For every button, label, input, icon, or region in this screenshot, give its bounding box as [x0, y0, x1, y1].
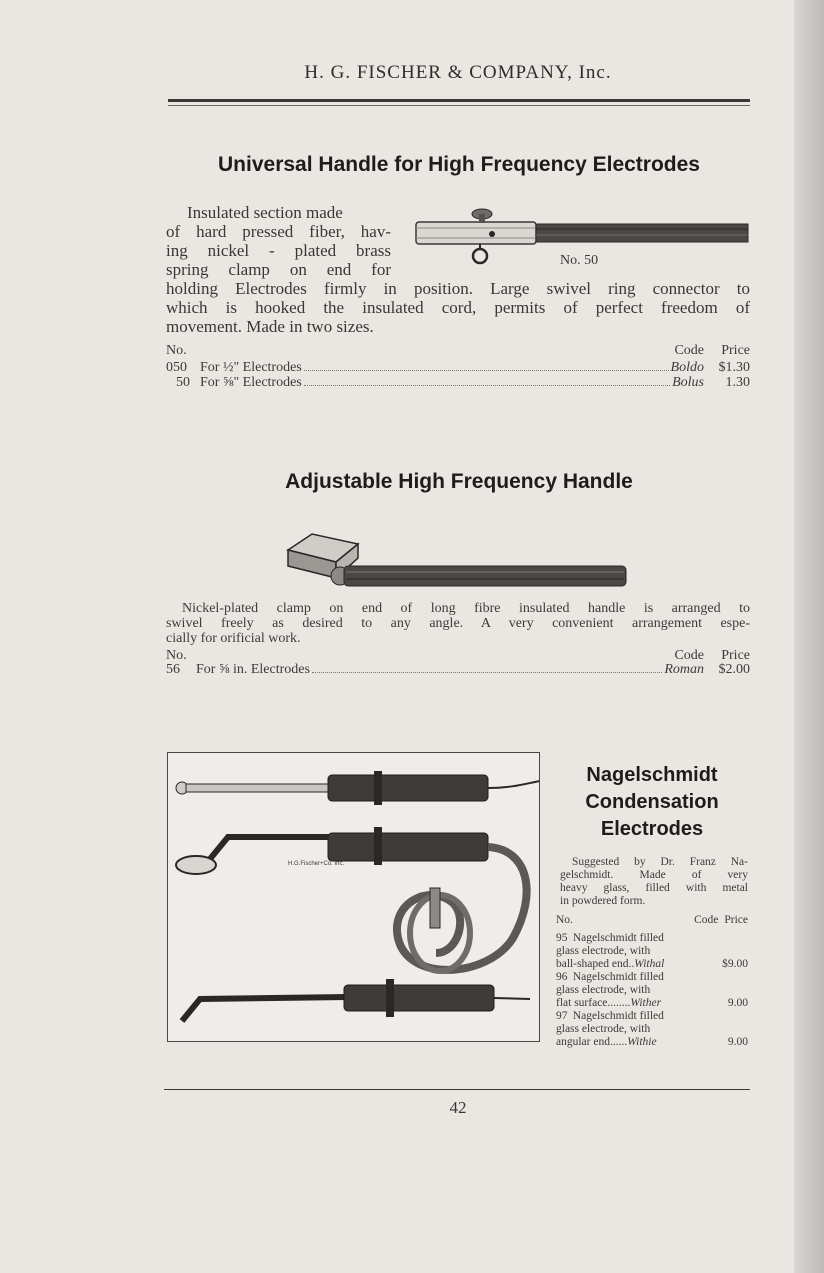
col-price: Price	[721, 343, 750, 358]
page-number: 42	[449, 1098, 467, 1117]
item-code: Roman	[664, 662, 704, 677]
adjustable-handle-illustration	[282, 522, 632, 594]
intro-line-2: of hard pressed fiber, hav-	[166, 222, 391, 241]
price-row	[166, 375, 750, 391]
item-line: Nagelschmidt filled	[572, 932, 664, 944]
item-line: glass electrode, with	[556, 1023, 651, 1035]
item-line: ball-shaped end..	[556, 958, 635, 970]
intro-line-3: ing nickel - plated brass	[166, 241, 391, 260]
nagelschmidt-title	[566, 762, 738, 843]
figure-label-no-50: No. 50	[560, 253, 599, 268]
nagelschmidt-table-header	[556, 914, 748, 927]
item-line: glass electrode, with	[556, 945, 651, 957]
nagelschmidt-desc-1: Suggested by Dr. Franz Na-	[572, 856, 748, 868]
nagelschmidt-item	[556, 1010, 748, 1049]
item-code: Withie	[627, 1036, 657, 1048]
item-price: 9.00	[727, 1036, 748, 1048]
col-price: Price	[724, 914, 748, 926]
item-price: $2.00	[718, 662, 750, 677]
item-desc: For ½" Electrodes	[200, 360, 302, 375]
intro-line-4: spring clamp on end for	[166, 260, 391, 279]
item-price: $1.30	[718, 360, 750, 375]
col-code: Code	[674, 648, 704, 663]
nagelschmidt-desc-2: gelschmidt. Made of very	[560, 869, 748, 881]
electrodes-drawing	[168, 753, 539, 1041]
item-line: flat surface........	[556, 997, 631, 1009]
section-title-adjustable-handle: Adjustable High Frequency Handle	[285, 470, 633, 493]
price-table-header	[166, 343, 750, 359]
title-line: Nagelschmidt	[586, 764, 718, 786]
intro-line-7: movement. Made in two sizes.	[166, 317, 374, 336]
item-price: 1.30	[725, 375, 750, 390]
item-code: Wither	[630, 997, 662, 1009]
page-edge-shadow	[794, 0, 824, 1273]
item-no: 050	[166, 360, 187, 375]
col-no: No.	[166, 343, 187, 358]
item-desc: For ⅝" Electrodes	[200, 375, 302, 390]
col-code: Code	[694, 914, 719, 926]
title-line: Condensation	[585, 791, 719, 813]
adjustable-desc-line-3: cially for orificial work.	[166, 631, 301, 646]
intro-line-1: Insulated section made	[187, 203, 343, 222]
item-line: Nagelschmidt filled	[572, 1010, 664, 1022]
photo-caption: H.G.Fischer+Co. Inc.	[288, 861, 345, 867]
intro-line-6: which is hooked the insulated cord, permits of perfect freedom of	[166, 298, 750, 317]
section-title-universal-handle: Universal Handle for High Frequency Electrodes	[218, 153, 700, 176]
nagelschmidt-item	[556, 932, 748, 971]
item-line: angular end......	[556, 1036, 628, 1048]
page-header: H. G. FISCHER & COMPANY, Inc.	[304, 62, 612, 83]
item-code: Withal	[634, 958, 665, 970]
title-line: Electrodes	[600, 818, 704, 840]
nagelschmidt-desc-4: in powdered form.	[560, 895, 646, 907]
adjustable-desc-line-1: Nickel-plated clamp on end of long fibre insulated handle is arranged to	[182, 601, 750, 616]
price-row	[166, 662, 750, 678]
item-desc: For ⅝ in. Electrodes	[196, 662, 310, 677]
item-no: 97	[556, 1010, 568, 1022]
item-price: 9.00	[727, 997, 748, 1009]
intro-line-5: holding Electrodes firmly in position. Large swivel ring connector to	[166, 279, 750, 298]
item-line: Nagelschmidt filled	[572, 971, 664, 983]
item-no: 96	[556, 971, 568, 983]
col-price: Price	[721, 648, 750, 663]
col-no: No.	[166, 648, 187, 663]
col-code: Code	[674, 343, 704, 358]
item-price: $9.00	[722, 958, 748, 970]
footer-rule	[164, 1089, 750, 1090]
item-no: 56	[166, 662, 180, 677]
nagelschmidt-item	[556, 971, 748, 1010]
header-rule-thin	[168, 105, 750, 106]
adjustable-desc-line-2: swivel freely as desired to any angle. A very convenient arrangement espe-	[166, 616, 750, 631]
item-no: 50	[176, 375, 190, 390]
item-line: glass electrode, with	[556, 984, 651, 996]
nagelschmidt-desc-3: heavy glass, filled with metal	[560, 882, 748, 894]
price-row	[166, 360, 750, 376]
item-code: Boldo	[670, 360, 704, 375]
header-rule	[168, 99, 750, 102]
item-code: Bolus	[672, 375, 704, 390]
col-no: No.	[556, 914, 573, 926]
item-no: 95	[556, 932, 568, 944]
nagelschmidt-electrodes-photo	[167, 752, 540, 1042]
